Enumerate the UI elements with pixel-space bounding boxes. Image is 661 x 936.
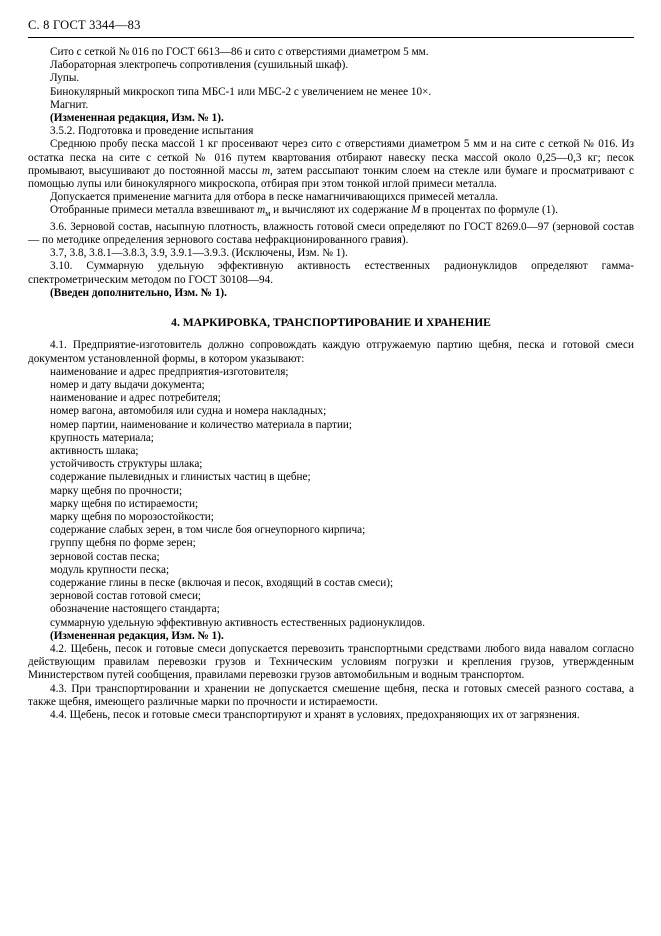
list-item: зерновой состав песка; <box>50 550 160 563</box>
list-item: номер партии, наименование и количество материала в партии; <box>50 418 353 431</box>
paragraph: 3.6. Зерновой состав, насыпную плотность, влажность готовой смеси определяют по ГОСТ 8269.0—97 (зерновой состав — по методике определения зернового состава нефракционированного гравия). <box>28 220 634 247</box>
paragraph: Отобранные примеси металла взвешивают $m_м$ и вычисляют их содержание М в процентах по формуле (1). <box>50 204 558 219</box>
list-item: зерновой состав готовой смеси; <box>50 590 202 603</box>
list-item: обозначение настоящего стандарта; <box>50 603 220 616</box>
paragraph: Сито с сеткой № 016 по ГОСТ 6613—86 и сито с отверстиями диаметром 5 мм. <box>50 46 429 58</box>
paragraph: Лабораторная электропечь сопротивления (сушильный шкаф). <box>50 59 349 72</box>
paragraph: Среднюю пробу песка массой 1 кг просеивают через сито с отверстиями диаметром 5 мм и на сите с сеткой № 016. Из остатка песка на сите с сеткой № 016 путем квартования отбирают навеску песка массой около 0,25—0,3 кг; песок промывают, высушивают до постоянной массы m, затем рассыпают тонким слоем на стекле или бумаге и просматривают с помощью лупы или бинокулярного микроскопа, отбирая при этом тонкой иглой примеси металла. <box>28 138 634 191</box>
list-item: содержание пылевидных и глинистых частиц в щебне; <box>50 471 311 484</box>
list-item: содержание глины в песке (включая и песок, входящий в состав смеси); <box>50 576 394 589</box>
paragraph: 4.3. При транспортировании и хранении не допускается смешение щебня, песка и готовых смесей разного состава, а также щебня, имеющего различные марки по прочности и истираемости. <box>28 682 634 708</box>
paragraph: Допускается применение магнита для отбора в песке намагничивающихся примесей металла. <box>50 191 499 204</box>
paragraph: 4.1. Предприятие-изготовитель должно сопровождать каждую отгружаемую партию щебня, песка и готовой смеси документом установленной формы, в котором указывают: <box>28 339 634 365</box>
list-item: группу щебня по форме зерен; <box>50 537 196 550</box>
list-item: модуль крупности песка; <box>50 563 170 576</box>
document-body <box>28 46 634 722</box>
revision-note: (Измененная редакция, Изм. № 1). <box>50 112 224 125</box>
header-divider <box>28 37 634 38</box>
list-item: марку щебня по морозостойкости; <box>50 510 214 523</box>
list-item: номер вагона, автомобиля или судна и номера накладных; <box>50 405 327 418</box>
list-item: наименование и адрес потребителя; <box>50 392 221 405</box>
list-item: марку щебня по прочности; <box>50 484 183 497</box>
paragraph: 3.5.2. Подготовка и проведение испытания <box>50 125 254 138</box>
paragraph: Магнит. <box>50 98 89 111</box>
paragraph: 3.10. Суммарную удельную эффективную активность естественных радионуклидов определяют гамма-спектрометрическим методом по ГОСТ 30108—94. <box>28 260 634 286</box>
list-item: номер и дату выдачи документа; <box>50 378 205 391</box>
revision-note: (Измененная редакция, Изм. № 1). <box>50 629 224 642</box>
list-item: крупность материала; <box>50 431 154 444</box>
paragraph: 3.7, 3.8, 3.8.1—3.8.3, 3.9, 3.9.1—3.9.3. (Исключены, Изм. № 1). <box>50 247 348 260</box>
section-heading: 4. МАРКИРОВКА, ТРАНСПОРТИРОВАНИЕ И ХРАНЕНИЕ <box>171 316 491 330</box>
paragraph: Бинокулярный микроскоп типа МБС-1 или МБС-2 с увеличением не менее 10×. <box>50 85 432 98</box>
list-item: наименование и адрес предприятия-изготовителя; <box>50 365 289 378</box>
list-item: устойчивость структуры шлака; <box>50 458 203 471</box>
paragraph: 4.2. Щебень, песок и готовые смеси допускается перевозить транспортными средствами любого вида навалом согласно действующим правилам перевозки грузов и Техническим условиям погрузки и крепления грузов, утвержденным Министерством путей сообщения, правилами перевозки грузов автомобильным и водным транспортом. <box>28 642 634 682</box>
list-item: марку щебня по истираемости; <box>50 497 199 510</box>
list-item: суммарную удельную эффективную активность естественных радионуклидов. <box>50 616 425 629</box>
page-header: С. 8 ГОСТ 3344—83 <box>28 18 141 32</box>
list-item: активность шлака; <box>50 444 139 457</box>
list-item: содержание слабых зерен, в том числе боя огнеупорного кирпича; <box>50 524 366 537</box>
paragraph: 4.4. Щебень, песок и готовые смеси транспортируют и хранят в условиях, предохраняющих их от загрязнения. <box>50 708 580 721</box>
paragraph: Лупы. <box>50 72 80 85</box>
revision-note: (Введен дополнительно, Изм. № 1). <box>50 286 227 299</box>
